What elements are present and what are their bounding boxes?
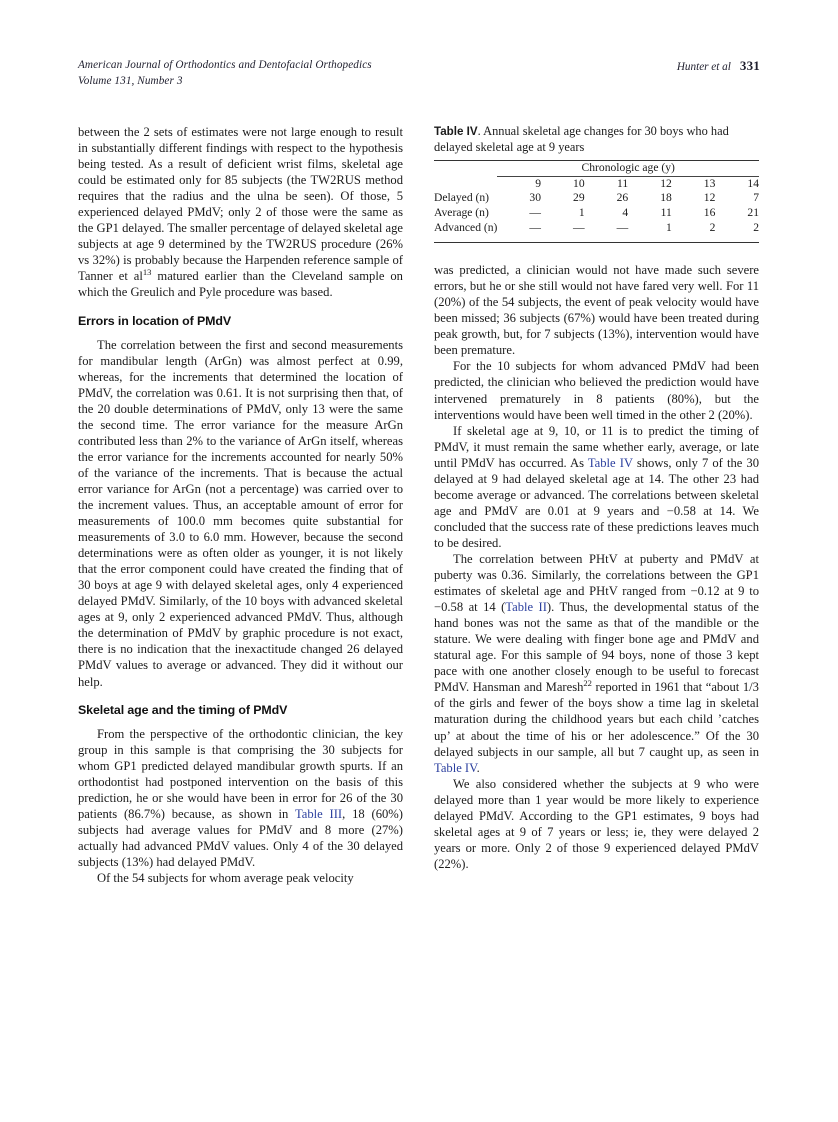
cell-advanced-10: — [573,220,585,234]
table-iv-label: Table IV [434,125,478,138]
article-authors: Hunter et al [676,61,731,73]
paragraph-left-2: The correlation between the first and second measurements for mandibular length (ArGn) was almost perfect at 0.99, whereas, for the increments that determined the location of PMdV, the correlation was 0.61. It is not surprising then that, of the 20 double determinations of PMdV, only 13 were the same the second time. The error variance for the measure ArGn contributed less than 2% to the variance of ArGn itself, whereas the error variance for the increments accounted for nearly 50% of the variance of the increments. That is because the actual error variance for ArGn (not a percentage) was carried over to the increment values. Thus, an acceptable amount of error for measurements of 100.0 mm becomes quite substantial for measurements of 3.0 to 6.0 mm. However, because the second determinations were as often older as younger, it is not likely that the error component could have created the finding that of 30 boys at age 9 with delayed skeletal ages, only 4 experienced delayed PMdV. Similarly, of the 10 boys with advanced skeletal ages at 9, only 2 experienced advanced PMdV. Thus, although the determination of PMdV by graphic procedure is not exact, there is no indication that the inexactitude changed 26 delayed PMdV values to average or advanced. They did it without our help. [78,337,403,689]
journal-name: American Journal of Orthodontics and Dentofacial Orthopedics [78,59,372,71]
link-table-iii[interactable]: Table III [294,806,343,821]
paragraph-left-1 [78,124,403,301]
table-iv-caption-text: . Annual skeletal age changes for 30 boys who had delayed skeletal age at 9 years [434,124,729,154]
journal-title-block [78,58,372,89]
paragraph-right-3a: If skeletal age at 9, 10, or 11 is to predict the timing of PMdV, it must remain the same whether early, average, or late until PMdV has occurred. As [434,423,759,470]
paragraph-right-1: was predicted, a clinician would not have made such severe errors, but he or she still would not have fared very well. For 11 (20%) of the 54 subjects, the event of peak velocity would have been missed; 36 subjects (67%) would have been treated during peak growth, but, for 7 subjects (13%), intervention would have been premature. [434,263,759,358]
cell-delayed-9: 30 [529,191,542,205]
table-bottom-rule [434,243,759,244]
table-iv-block [434,124,759,243]
group-header-spacer [434,161,497,176]
link-table-iv-2[interactable]: Table IV [434,760,477,775]
table-row [434,206,759,221]
group-header-chronologic-age: Chronologic age (y) [581,161,675,175]
journal-volume: Volume 131, Number 3 [78,74,183,87]
running-head-right [677,58,760,74]
cell-advanced-13: 2 [709,220,716,234]
paragraph-right-2: For the 10 subjects for whom advanced PMdV had been predicted, the clinician who believed the prediction would have intervened prematurely in 8 patients (80%), but the interventions would have been well timed in the other 2 (20%). [434,359,759,422]
cell-advanced-9: — [529,220,542,234]
section-heading-errors-in-location: Errors in location of PMdV [78,313,231,328]
table-row [434,221,759,236]
cell-advanced-12: 1 [666,220,672,234]
cell-average-9: — [529,205,542,219]
row-label-delayed: Delayed (n) [434,191,490,205]
cell-delayed-11: 26 [616,191,629,205]
row-label-advanced: Advanced (n) [434,220,498,234]
cell-average-11: 4 [622,205,629,219]
paragraph-left-1-text: between the 2 sets of estimates were not large enough to result in substantially different findings with respect to the hypothesis being tested. As a result of deficient wrist films, skeletal age could be estimated only for 85 subjects (the TW2RUS method requires that the radius and the ulna be seen). Of those, 5 experienced delayed PMdV; only 2 of those were the same as the GP1 delayed. The smaller percentage of delayed skeletal age subjects at age 9 determined by the TW2RUS procedure (26% vs 32%) is probably because the Harpenden reference sample of Tanner et al [78,125,403,284]
paragraph-right-4a: The correlation between PHtV at puberty and PMdV at puberty was 0.36. Similarly, the correlations between the GP1 estimates of skeletal age and PHtV ranged from −0.12 at 9 to −0.58 at 14 ( [434,552,759,615]
section-heading-skeletal-age-timing: Skeletal age and the timing of PMdV [78,702,288,717]
left-text-column [78,124,403,886]
paragraph-right-4d: . [476,760,480,775]
cell-average-13: 16 [703,205,716,219]
link-table-ii[interactable]: Table II [505,600,547,615]
column-header-9: 9 [535,176,542,190]
cell-average-12: 11 [660,205,672,219]
link-table-iv[interactable]: Table IV [587,455,633,470]
paragraph-left-3 [78,726,403,870]
column-header-blank [434,177,497,192]
table-bottom-spacer [434,235,759,243]
paragraph-left-4: Of the 54 subjects for whom average peak velocity [97,870,354,885]
column-header-11: 11 [617,176,629,190]
cell-average-10: 1 [578,205,585,219]
cell-advanced-11: — [616,220,629,234]
paragraph-right-3b: shows, only 7 of the 30 delayed at 9 had delayed skeletal age at 14. The other 23 had become average or advanced. The correlations between skeletal age and PMdV are 0.01 at 9 years and −0.58 at 14. We concluded that the success rate of these predictions leaves much to be desired. [434,455,759,550]
table-iv-caption [434,124,759,155]
column-header-13: 13 [703,176,716,190]
cell-average-14: 21 [747,205,759,219]
paragraph-right-4 [434,551,759,776]
column-header-12: 12 [660,176,672,190]
right-text-column [434,124,759,872]
paragraph-right-4b: ). Thus, the developmental status of the hand bones was not the same as that of the mandible or the stature. We were dealing with finger bone age and PMdV and statural age. For this sample of 94 boys, none of those 3 kept pace with one another closely enough to be useful to forecast PMdV. Hansman and Maresh [434,600,759,695]
cell-advanced-14: 2 [753,220,759,234]
column-header-14: 14 [747,176,759,190]
paragraph-left-3b: , 18 (60%) subjects had average values for PMdV and 8 more (27%) actually had advanced PMdV values. Only 4 of the 30 delayed subjects (13%) had delayed PMdV. [78,806,403,869]
paragraph-right-4c: reported in 1961 that “about 1/3 of the girls and fewer of the boys show a time lag in skeletal maturation during the childhood years but each child ’catches up’ at about the time of his or her adolescence.” Of the 30 delayed subjects in our sample, all but 7 caught up, as seen in [434,680,759,759]
citation-ref-22: 22 [583,678,592,689]
paragraph-left-3a: From the perspective of the orthodontic clinician, the key group in this sample is that comprising the 30 subjects for whom GP1 predicted delayed mandibular growth spurts. If an orthodontist had postponed intervention on the basis of this prediction, he or she would have been in error for 26 of the 30 patients (86.7%) because, as shown in [78,726,403,821]
cell-delayed-10: 29 [573,191,585,205]
paragraph-right-5: We also considered whether the subjects at 9 who were delayed more than 1 year would be more likely to experience delayed PMdV. According to the GP1 estimates, 9 boys had skeletal ages at 9 of 7 years or less; ie, they were delayed 2 years or more. Only 2 of those 9 experienced delayed PMdV (22%). [434,776,759,871]
row-label-average: Average (n) [434,205,489,219]
table-iv [434,160,759,243]
cell-delayed-13: 12 [703,191,716,205]
column-header-10: 10 [573,176,585,190]
table-row [434,191,759,206]
cell-delayed-14: 7 [753,191,759,205]
table-group-header-row [434,161,759,176]
cell-delayed-12: 18 [660,191,672,205]
table-column-header-row [434,177,759,192]
page-number: 331 [739,58,760,73]
citation-ref-13: 13 [142,267,152,278]
paragraph-right-3 [434,423,759,551]
paragraph-left-1-cont: matured earlier than the Cleveland sample on which the Greulich and Pyle procedure was based. [78,269,403,300]
running-head [78,58,760,89]
